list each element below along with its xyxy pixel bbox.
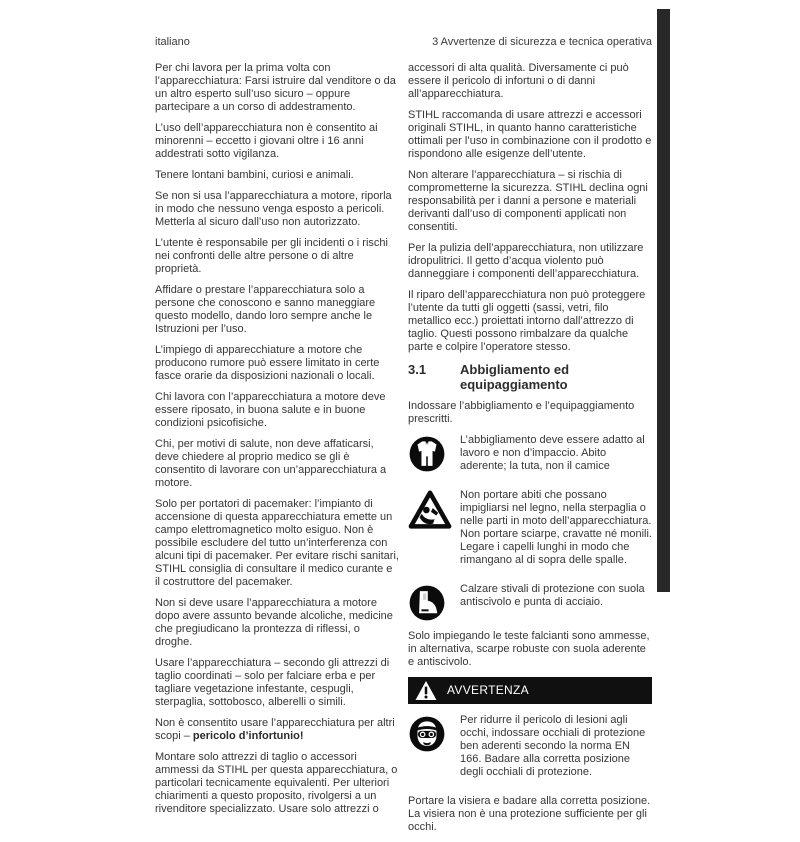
paragraph: Il riparo dell’apparecchiatura non può proteggere l’utente da tutti gli oggetti (sassi, vetri, filo metallico ecc.) proiettati intorno dall’attrezzo di taglio. Questi possono rimbalzare da qualche parte e colpire l’operatore stesso. xyxy=(408,289,646,353)
entanglement-warning-icon xyxy=(408,489,460,575)
paragraph: Usare l’apparecchiatura – secondo gli attrezzi di taglio coordinati – solo per falciare erba e per tagliare vegetazione infestante, cespugli, sterpaglia, sottobosco, alberelli o simili. xyxy=(155,657,390,708)
paragraph: Non si deve usare l’apparecchiatura a motore dopo avere assunto bevande alcoliche, medicine che pregiudicano la prontezza di riflessi, o droghe. xyxy=(155,597,393,648)
right-column xyxy=(408,62,652,842)
section-title: Abbigliamento ed equipaggiamento xyxy=(460,362,570,392)
pictogram-text: Per ridurre il pericolo di lesioni agli occhi, indossare occhiali di protezione ben aderenti secondo la norma EN 166. Badare alla corretta posizione degli occhiali di protezione. xyxy=(460,714,646,778)
section-number: 3.1 xyxy=(408,362,427,377)
page-content xyxy=(155,36,652,842)
paragraph: Tenere lontani bambini, curiosi e animali. xyxy=(155,169,354,181)
header-language-label: italiano xyxy=(155,36,190,48)
pictogram-text: Non portare abiti che possano impigliarsi nel legno, nella sterpaglia o nelle parti in moto dell’apparecchiatura. Non portare sciarpe, cravatte né monili. Legare i capelli lunghi in modo che rimangano al di sopra delle spalle. xyxy=(460,489,652,566)
pictogram-item xyxy=(408,583,652,622)
paragraph: STIHL raccomanda di usare attrezzi e accessori originali STIHL, in quanto hanno caratteristiche ottimali per l’uso in combinazione con il prodotto e rispondono alle esigenze dell’utente. xyxy=(408,109,652,160)
page-header xyxy=(155,36,652,48)
pictogram-item xyxy=(408,714,652,787)
paragraph: Non alterare l’apparecchiatura – si rischia di comprometterne la sicurezza. STIHL declina ogni responsabilità per i danni a persone e materiali derivanti dall’uso di componenti applicati non consentiti. xyxy=(408,169,648,233)
left-column xyxy=(155,62,399,842)
paragraph: L’uso dell’apparecchiatura non è consentito ai minorenni – eccetto i giovani oltre i 16 anni addestrati sotto vigilanza. xyxy=(155,122,378,160)
eye-protection-icon xyxy=(408,714,460,787)
warning-banner-label: AVVERTENZA xyxy=(447,683,529,697)
paragraph: Per chi lavora per la prima volta con l’apparecchiatura: Farsi istruire dal venditore o da un altro esperto sull’uso sicuro – oppure partecipare a un corso di addestramento. xyxy=(155,62,396,113)
paragraph: Portare la visiera e badare alla corretta posizione. La visiera non è una protezione sufficiente per gli occhi. xyxy=(408,795,651,833)
section-heading-3-1 xyxy=(408,362,652,392)
two-column-body xyxy=(155,62,652,842)
pictogram-text: Calzare stivali di protezione con suola antiscivolo e punta di acciaio. xyxy=(460,583,645,608)
header-chapter-title: 3 Avvertenze di sicurezza e tecnica operativa xyxy=(432,36,652,48)
pictogram-item xyxy=(408,434,652,481)
paragraph: L’utente è responsabile per gli incidenti o i rischi nei confronti delle altre persone o di altre proprietà. xyxy=(155,237,388,275)
pictogram-item xyxy=(408,489,652,575)
paragraph: Affidare o prestare l’apparecchiatura solo a persone che conoscono e sanno maneggiare questo modello, dando loro sempre anche le Istruzioni per l’uso. xyxy=(155,284,376,335)
danger-emphasis: pericolo d’infortunio! xyxy=(192,730,304,742)
protective-boots-icon xyxy=(408,583,460,622)
paragraph: Solo impiegando le teste falcianti sono ammesse, in alternativa, scarpe robuste con suola aderente e antiscivolo. xyxy=(408,630,650,668)
paragraph: L’impiego di apparecchiature a motore che producono rumore può essere limitato in certe fasce orarie da disposizioni nazionali o locali. xyxy=(155,344,380,382)
paragraph: Solo per portatori di pacemaker: l’impianto di accensione di questa apparecchiatura emette un campo elettromagnetico molto esiguo. Non è possibile escludere del tutto un’interferenza con alcuni tipi di pacemaker. Per evitare rischi sanitari, STIHL consiglia di consultare il medico curante e il costruttore del pacemaker. xyxy=(155,498,399,588)
warning-banner xyxy=(408,677,652,704)
section-intro-paragraph: Indossare l’abbigliamento e l’equipaggiamento prescritti. xyxy=(408,400,635,425)
scrollbar-thumb[interactable] xyxy=(657,9,670,592)
warning-text-paragraph xyxy=(155,717,399,743)
protective-clothing-icon xyxy=(408,434,460,481)
pictogram-text: L’abbigliamento deve essere adatto al lavoro e non d’impaccio. Abito aderente; la tuta, non il camice xyxy=(460,434,645,472)
warning-triangle-icon xyxy=(414,680,438,701)
paragraph-text: Non è consentito usare l’apparecchiatura per altri scopi – xyxy=(155,717,395,742)
paragraph: Chi lavora con l’apparecchiatura a motore deve essere riposato, in buona salute e in buone condizioni psicofisiche. xyxy=(155,391,386,429)
paragraph: Chi, per motivi di salute, non deve affaticarsi, deve chiedere al proprio medico se gli è consentito di lavorare con un’apparecchiatura a motore. xyxy=(155,438,387,489)
paragraph: accessori di alta qualità. Diversamente ci può essere il pericolo di infortuni o di danni all’apparecchiatura. xyxy=(408,62,629,100)
paragraph: Montare solo attrezzi di taglio o accessori ammessi da STIHL per questa apparecchiatura, o particolari tecnicamente equivalenti. Per ulteriori chiarimenti a questo proposito, rivolgersi a un rivenditore specializzato. Usare solo attrezzi o xyxy=(155,751,398,815)
paragraph: Se non si usa l’apparecchiatura a motore, riporla in modo che nessuno venga esposto a pericoli. Metterla al sicuro dall’uso non autorizzato. xyxy=(155,190,392,228)
paragraph: Per la pulizia dell’apparecchiatura, non utilizzare idropulitrici. Il getto d’acqua violento può danneggiare i componenti dell’apparecchiatura. xyxy=(408,242,644,280)
